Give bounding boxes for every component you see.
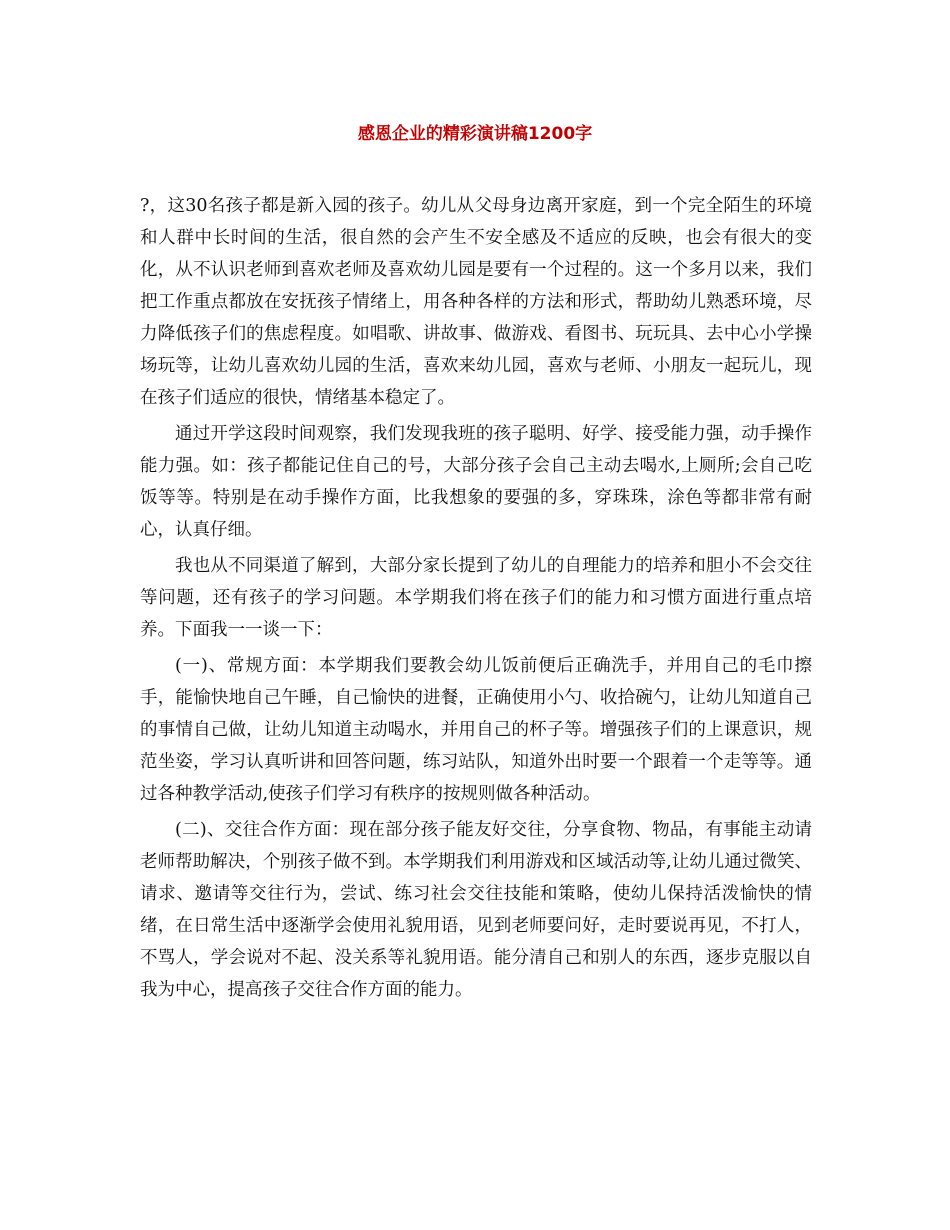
- document-body: [140, 190, 812, 1010]
- paragraph-1: ?，这30名孩子都是新入园的孩子。幼儿从父母身边离开家庭，到一个完全陌生的环境和人群中长时间的生活，很自然的会产生不安全感及不适应的反映，也会有很大的变化，从不认识老师到喜欢老师及喜欢幼儿园是要有一个过程的。这一个多月以来，我们把工作重点都放在安抚孩子情绪上，用各种各样的方法和形式，帮助幼儿熟悉环境，尽力降低孩子们的焦虑程度。如唱歌、讲故事、做游戏、看图书、玩玩具、去中心小学操场玩等，让幼儿喜欢幼儿园的生活，喜欢来幼儿园，喜欢与老师、小朋友一起玩儿，现在孩子们适应的很快，情绪基本稳定了。: [140, 196, 812, 408]
- paragraph-3: 我也从不同渠道了解到，大部分家长提到了幼儿的自理能力的培养和胆小不会交往等问题，还有孩子的学习问题。本学期我们将在孩子们的能力和习惯方面进行重点培养。下面我一一谈一下：: [140, 556, 812, 640]
- paragraph-5: (二)、交往合作方面：现在部分孩子能友好交往，分享食物、物品，有事能主动请老师帮助解决，个别孩子做不到。本学期我们利用游戏和区域活动等,让幼儿通过微笑、请求、邀请等交往行为，尝试、练习社会交往技能和策略，使幼儿保持活泼愉快的情绪，在日常生活中逐渐学会使用礼貌用语，见到老师要问好，走时要说再见，不打人，不骂人，学会说对不起、没关系等礼貌用语。能分清自己和别人的东西，逐步克服以自我为中心，提高孩子交往合作方面的能力。: [140, 820, 812, 1000]
- paragraph-2: 通过开学这段时间观察，我们发现我班的孩子聪明、好学、接受能力强，动手操作能力强。如：孩子都能记住自己的号，大部分孩子会自己主动去喝水,上厕所;会自己吃饭等等。特别是在动手操作方面，比我想象的要强的多，穿珠珠，涂色等都非常有耐心，认真仔细。: [140, 424, 812, 540]
- paragraph-4: (一)、常规方面：本学期我们要教会幼儿饭前便后正确洗手，并用自己的毛巾擦手，能愉快地自己午睡，自己愉快的进餐，正确使用小勺、收拾碗勺，让幼儿知道自己的事情自己做，让幼儿知道主动喝水，并用自己的杯子等。增强孩子们的上课意识，规范坐姿，学习认真听讲和回答问题，练习站队，知道外出时要一个跟着一个走等等。通过各种教学活动,使孩子们学习有秩序的按规则做各种活动。: [140, 656, 812, 804]
- document-title: 感恩企业的精彩演讲稿1200字: [357, 124, 593, 144]
